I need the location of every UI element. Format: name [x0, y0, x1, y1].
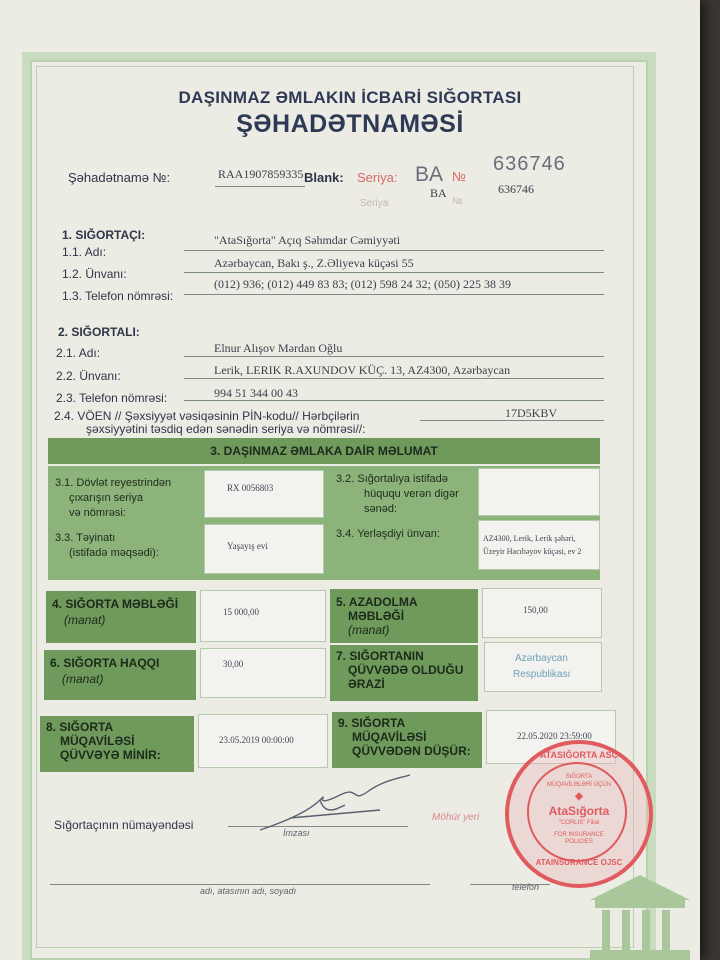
- name-line: [50, 884, 430, 885]
- field-5-value: 150,00: [482, 588, 602, 638]
- field-3-4-label: 3.4. Yerləşdiyi ünvan:: [336, 528, 440, 540]
- seriya-label-faded: Seriya: [360, 198, 389, 209]
- field-3-1-label: 3.1. Dövlət reyestrindən çıxarışın seriya və nömrəsi:: [55, 477, 172, 519]
- insurer-address: Azərbaycan, Bakı ş., Z.Əliyeva küçəsi 55: [214, 256, 414, 270]
- field-9-label: 9. SIĞORTA MÜQAVİLƏSİ QÜVVƏDƏN DÜŞÜR:: [332, 712, 482, 768]
- underline: [184, 250, 604, 251]
- property-section-heading: 3. DAŞINMAZ ƏMLAKA DAİR MƏLUMAT: [48, 438, 600, 464]
- field-8-label: 8. SIĞORTA MÜQAVİLƏSİ QÜVVƏYƏ MİNİR:: [40, 716, 194, 772]
- signature-hint: İmzası: [283, 828, 310, 838]
- blank-label: Blank:: [304, 170, 344, 185]
- blank-number: 636746: [493, 153, 566, 175]
- stamp-line2: MÜQAVİLƏLƏRİ ÜÇÜN: [547, 782, 611, 788]
- insured-phone-label: 2.3. Telefon nömrəsi:: [56, 391, 168, 405]
- stamp-line4: FOR INSURANCE: [554, 832, 604, 838]
- insured-phone: 994 51 344 00 43: [214, 386, 298, 400]
- stamp-logo-icon: ◆: [575, 791, 583, 802]
- field-4-value: 15 000,00: [200, 590, 326, 642]
- insurer-name-label: 1.1. Adı:: [62, 245, 107, 259]
- field-7-value: Azərbaycan Respublikası: [484, 642, 602, 692]
- insurer-phone-label: 1.3. Telefon nömrəsi:: [62, 289, 174, 303]
- field-9-value: 22.05.2020 23:59:00: [486, 710, 616, 764]
- field-3-4-value: AZ4300, Lerik, Lerik şəhəri, Üzeyir Hacıbəyov küçəsi, ev 2: [478, 520, 600, 570]
- field-5-label: 5. AZADOLMA MƏBLƏĞİ (manat): [330, 589, 478, 643]
- field-3-3-value: Yaşayış evi: [204, 524, 324, 574]
- blank-number-small: 636746: [498, 182, 534, 196]
- seriya-value-small: BA: [430, 186, 447, 200]
- field-6-value: 30,00: [200, 648, 326, 698]
- underline: [184, 356, 604, 357]
- insurer-phone: (012) 936; (012) 449 83 83; (012) 598 24 32; (050) 225 38 39: [214, 277, 511, 291]
- document-title-line2: ŞƏHADƏTNAMƏSİ: [236, 110, 464, 138]
- building-watermark: [580, 870, 700, 960]
- stamp-line1: SIĞORTA: [565, 774, 593, 780]
- insured-address: Lerik, LERIK R.AXUNDOV KÜÇ. 13, AZ4300, Azərbaycan: [214, 363, 511, 377]
- field-4-label: 4. SIĞORTA MƏBLƏĞİ (manat): [46, 591, 196, 643]
- number-symbol: №: [452, 169, 466, 184]
- underline: [184, 294, 604, 295]
- field-6-label: 6. SIĞORTA HAQQI (manat): [44, 650, 196, 700]
- signature-scribble: [250, 770, 420, 840]
- underline: [420, 420, 604, 421]
- stamp-bottom-text: ATAINSURANCE OJSC: [535, 858, 623, 867]
- insured-name-label: 2.1. Adı:: [56, 346, 101, 360]
- underline: [184, 272, 604, 273]
- seriya-value: BA: [415, 163, 444, 186]
- field-3-1-value: RX 0056803: [204, 470, 324, 518]
- insurer-address-label: 1.2. Ünvanı:: [62, 267, 127, 281]
- phone-hint: telefon: [512, 882, 540, 892]
- underline: [184, 400, 604, 401]
- field-7-label: 7. SIĞORTANIN QÜVVƏDƏ OLDUĞU ƏRAZİ: [330, 645, 478, 701]
- underline: [215, 186, 305, 187]
- insurer-name: "AtaSığorta" Açıq Səhmdar Cəmiyyəti: [214, 233, 401, 247]
- name-hint: adı, atasının adı, soyadı: [200, 886, 297, 896]
- stamp-top-text: ATASIĞORTA ASC: [539, 750, 619, 760]
- company-stamp: [505, 740, 653, 888]
- insurer-heading: 1. SIĞORTAÇI:: [62, 228, 146, 242]
- stamp-brand: AtaSığorta: [548, 804, 610, 818]
- voen-label-1: 2.4. VÖEN // Şəxsiyyət vəsiqəsinin PİN-kodu// Hərbçilərin: [54, 409, 360, 423]
- underline: [184, 378, 604, 379]
- voen-value: 17D5KBV: [505, 406, 558, 420]
- insured-heading: 2. SIĞORTALI:: [58, 325, 140, 339]
- certificate-number-label: Şəhadətnamə №:: [68, 170, 171, 185]
- stamp-place-label: Möhür yeri: [432, 812, 480, 823]
- certificate-number: RAA1907859335: [218, 167, 304, 181]
- seriya-label: Seriya:: [357, 170, 398, 185]
- number-symbol-faded: №: [452, 196, 463, 207]
- representative-label: Sığortaçının nümayəndəsi: [54, 818, 194, 832]
- field-3-2-value: [478, 468, 600, 516]
- field-3-2-label: 3.2. Sığortalıya istifadə hüququ verən digər sənəd:: [336, 473, 459, 515]
- field-3-3-label: 3.3. Təyinatı (istifadə məqsədi):: [55, 532, 159, 559]
- insured-address-label: 2.2. Ünvanı:: [56, 369, 121, 383]
- stamp-line5: POLICIES: [565, 839, 593, 845]
- document-title-line1: DAŞINMAZ ƏMLAKIN İCBARİ SIĞORTASI: [178, 88, 522, 107]
- field-8-value: 23.05.2019 00:00:00: [198, 714, 328, 768]
- voen-label-2: şəxsiyyətini təsdiq edən sənədin seriya və nömrəsi//:: [86, 422, 366, 436]
- insured-name: Elnur Alışov Mərdan Oğlu: [214, 341, 343, 355]
- stamp-line3: "CORLIS" Filial: [558, 820, 600, 826]
